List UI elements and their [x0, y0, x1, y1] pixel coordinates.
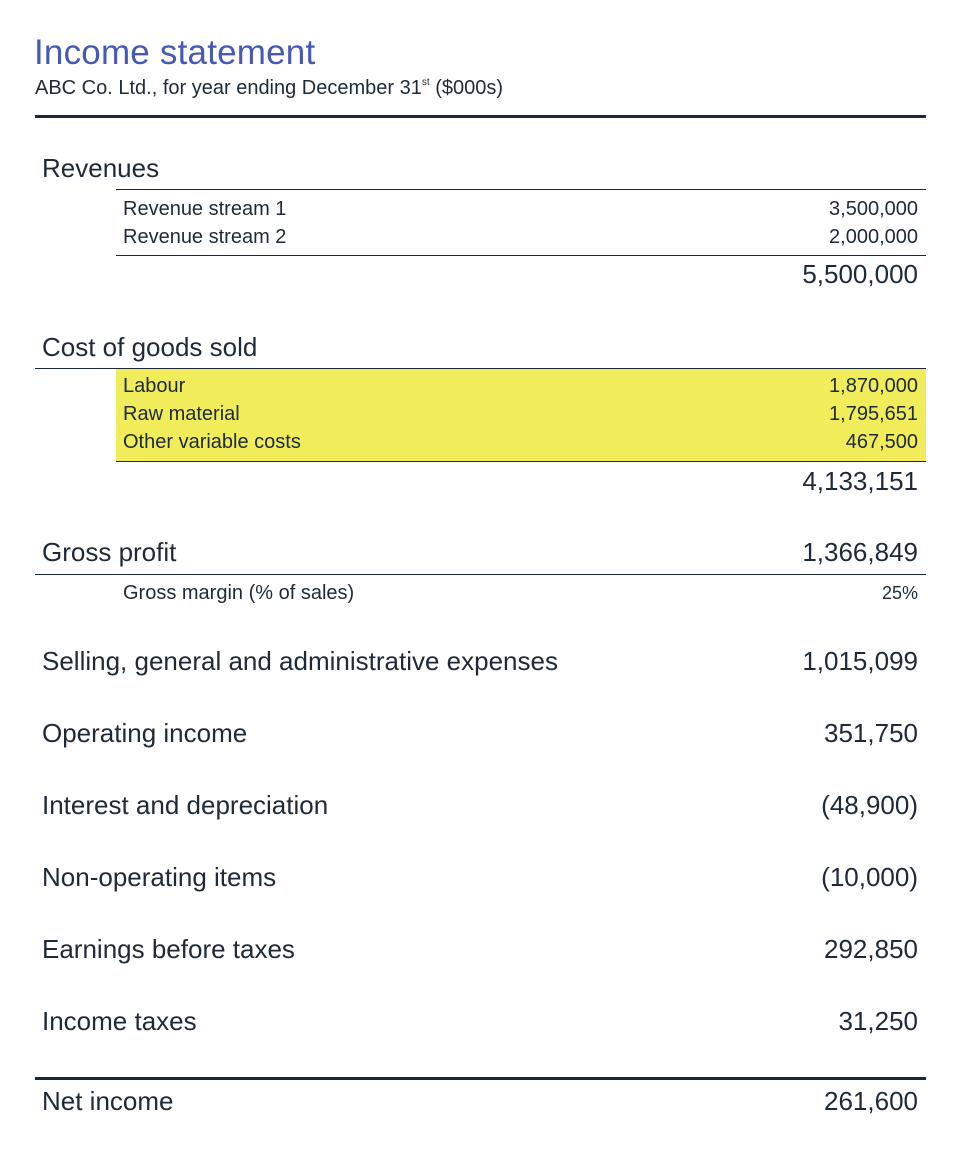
revenues-rule [116, 189, 926, 190]
subtitle-text: ABC Co. Ltd., for year ending December 31 [35, 77, 422, 99]
operating-income-label: Operating income [42, 718, 248, 748]
revenue-stream-2-value: 2,000,000 [829, 226, 918, 248]
cogs-labour-label: Labour [123, 375, 186, 397]
sga-label: Selling, general and administrative expenses [42, 646, 558, 676]
cogs-labour-value: 1,870,000 [829, 375, 918, 397]
gross-profit-value: 1,366,849 [802, 537, 918, 567]
revenue-stream-1-label: Revenue stream 1 [123, 198, 287, 220]
non-operating-items-value: (10,000) [821, 862, 918, 892]
header-divider [35, 115, 926, 118]
revenues-total: 5,500,000 [802, 259, 918, 289]
gross-profit-rule [35, 574, 926, 575]
gross-margin-value: 25% [881, 583, 918, 603]
cogs-other-variable-label: Other variable costs [123, 431, 301, 453]
revenue-stream-1-value: 3,500,000 [829, 198, 918, 220]
cogs-other-variable-value: 467,500 [845, 431, 918, 453]
interest-depreciation-label: Interest and depreciation [42, 790, 329, 820]
sga-value: 1,015,099 [802, 646, 918, 676]
page-subtitle [35, 77, 503, 100]
subtitle-unit: ($000s) [429, 77, 504, 99]
page-title: Income statement [34, 33, 316, 72]
income-taxes-label: Income taxes [42, 1006, 197, 1036]
operating-income-value: 351,750 [824, 718, 918, 748]
cogs-raw-material-value: 1,795,651 [829, 403, 918, 425]
interest-depreciation-value: (48,900) [821, 790, 918, 820]
revenues-heading: Revenues [42, 153, 160, 183]
non-operating-items-label: Non-operating items [42, 862, 277, 892]
net-income-label: Net income [42, 1086, 174, 1116]
earnings-before-taxes-label: Earnings before taxes [42, 934, 295, 964]
net-income-value: 261,600 [824, 1086, 918, 1116]
subtitle-superscript: st [421, 77, 430, 88]
cogs-subtotal-rule [116, 461, 926, 462]
cogs-heading: Cost of goods sold [42, 332, 258, 362]
cogs-rule [35, 368, 926, 369]
gross-profit-label: Gross profit [42, 537, 177, 567]
net-income-divider [35, 1077, 926, 1080]
earnings-before-taxes-value: 292,850 [824, 934, 918, 964]
revenues-subtotal-rule [116, 255, 926, 256]
cogs-total: 4,133,151 [802, 466, 918, 496]
cogs-raw-material-label: Raw material [123, 403, 240, 425]
income-taxes-value: 31,250 [838, 1006, 918, 1036]
revenue-stream-2-label: Revenue stream 2 [123, 226, 287, 248]
gross-margin-label: Gross margin (% of sales) [123, 582, 355, 604]
